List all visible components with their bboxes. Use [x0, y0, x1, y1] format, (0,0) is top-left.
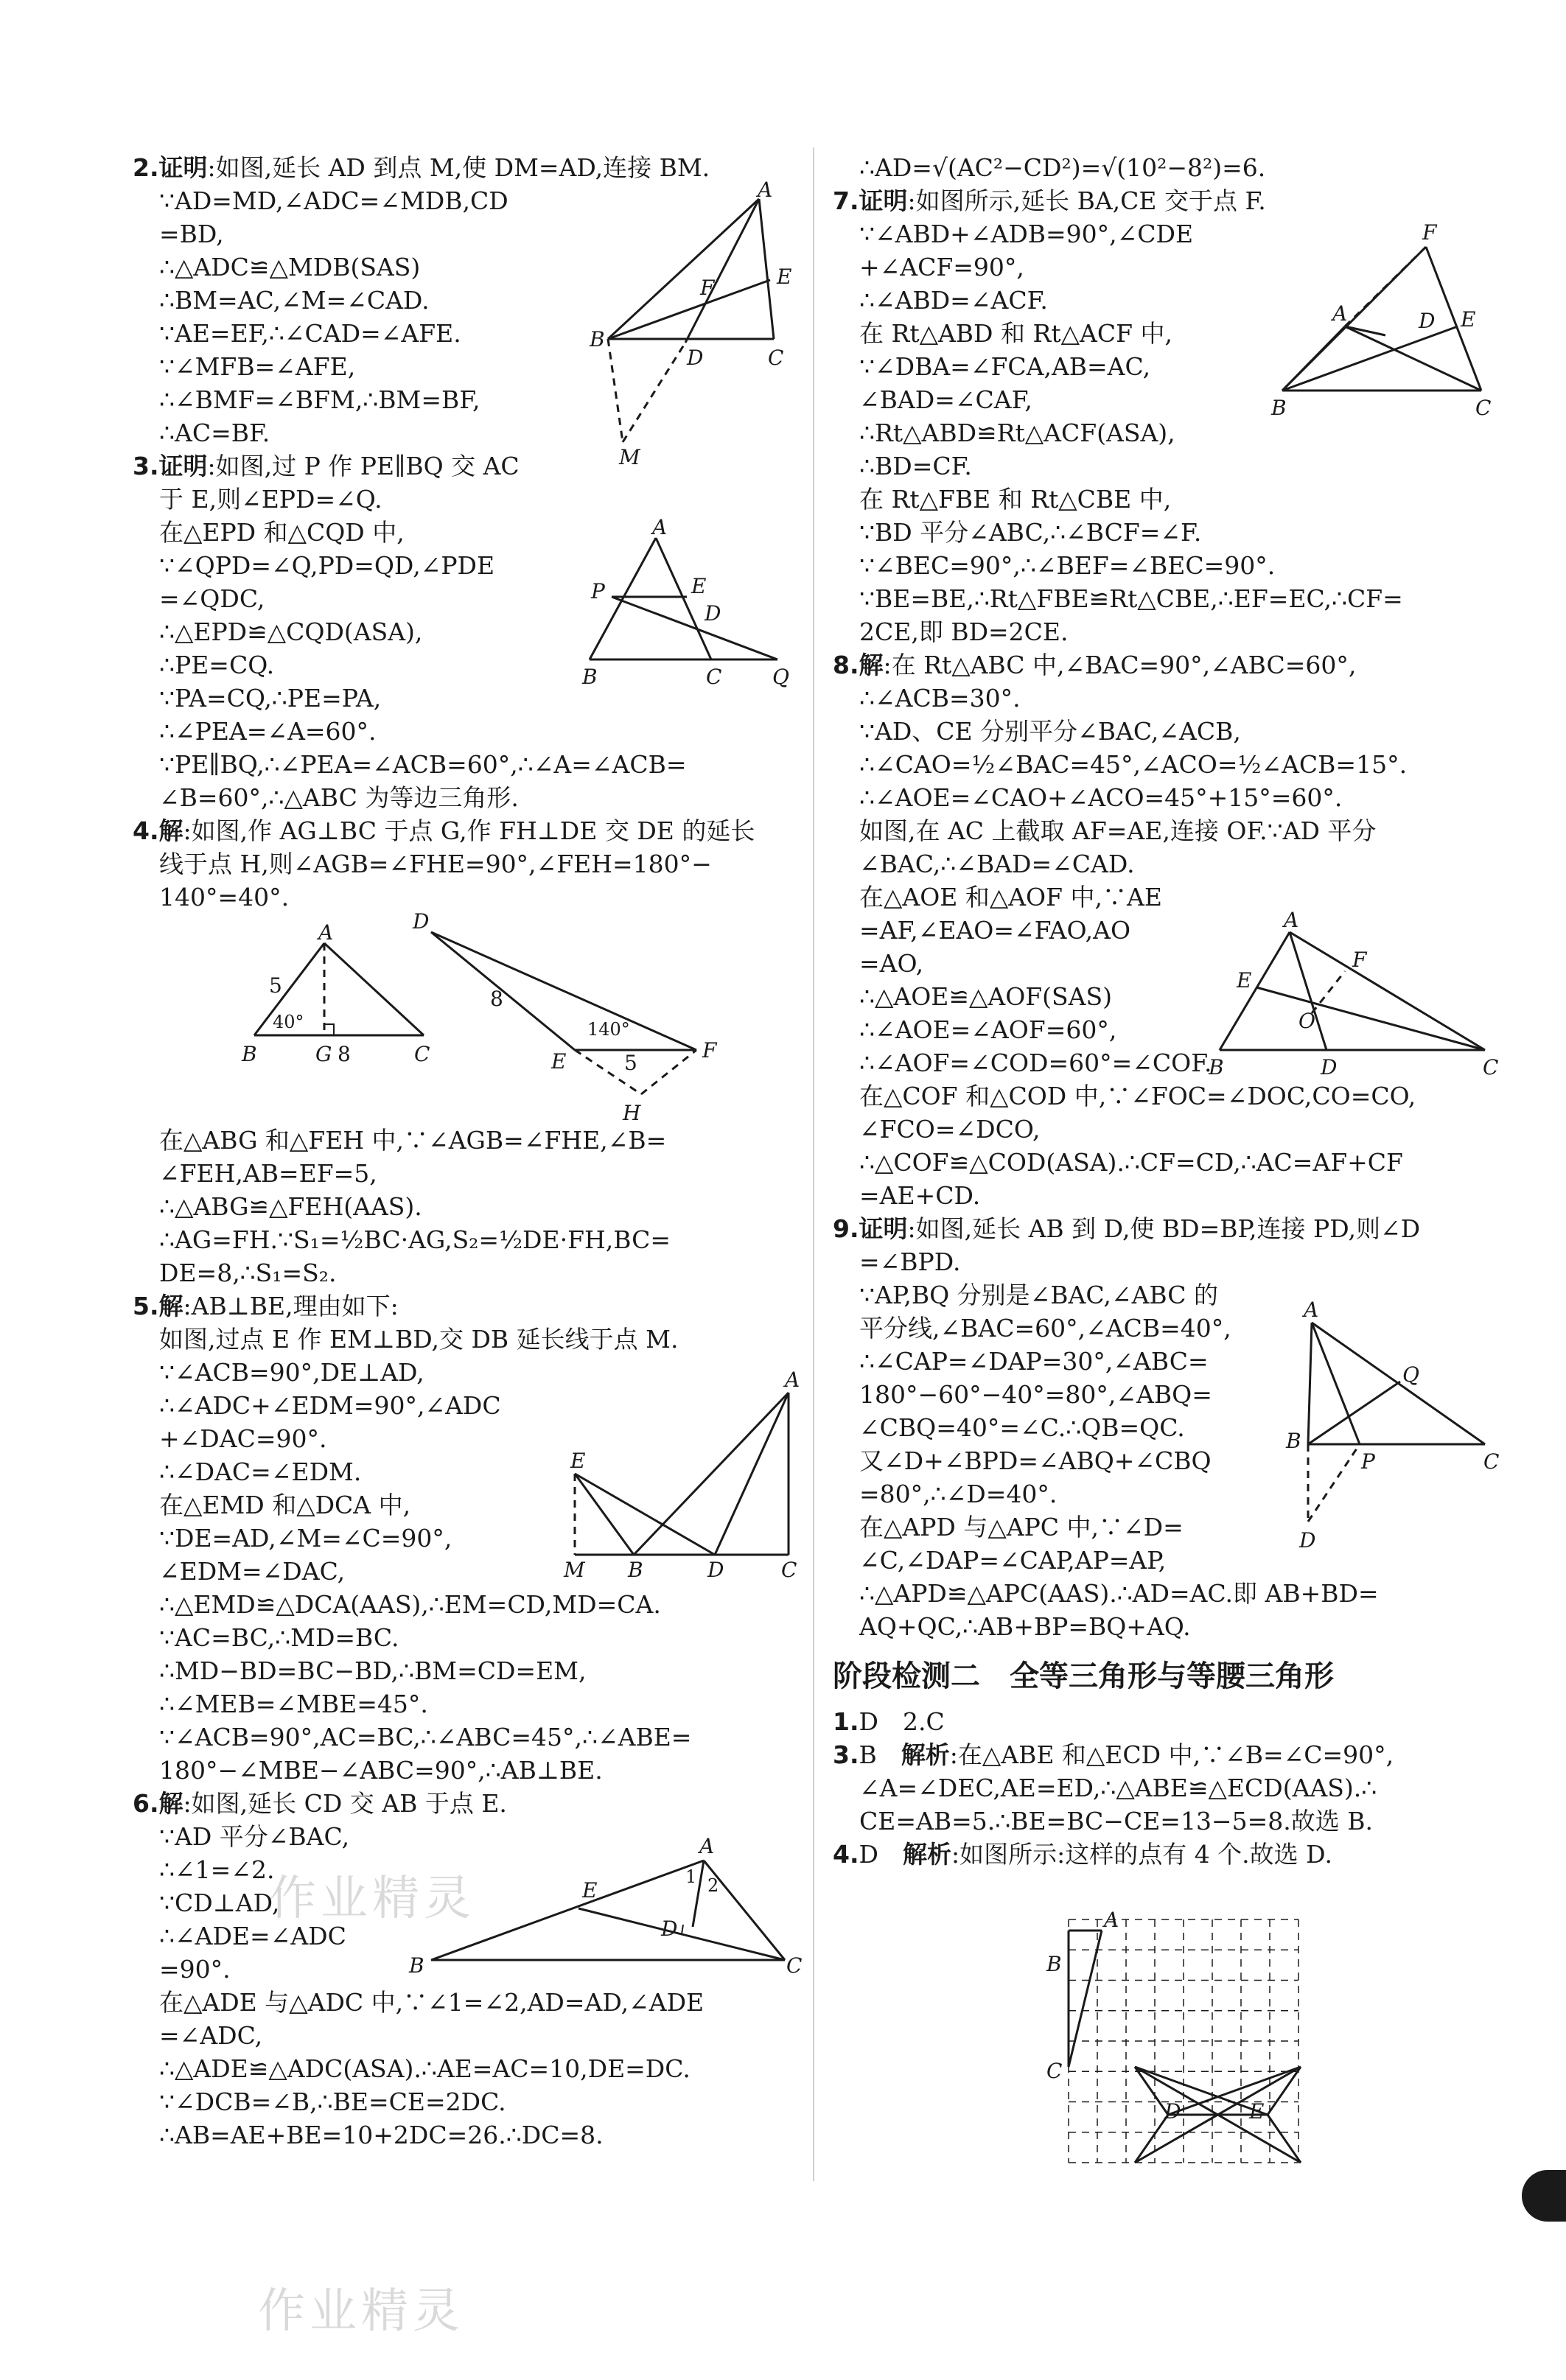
fig6-label: A	[699, 1834, 715, 1858]
figure-problem-7	[1268, 220, 1503, 420]
line-text: ∴AC=BF.	[159, 419, 270, 447]
solution-line	[133, 1687, 796, 1721]
fig4a-label: 40°	[273, 1012, 304, 1032]
line-text: :如图,作 AG⊥BC 于点 G,作 FH⊥DE 交 DE 的延长	[183, 816, 755, 845]
solution-line	[133, 2085, 796, 2118]
watermark: 作业精灵	[269, 1872, 475, 1926]
keyword: 解	[158, 1292, 183, 1320]
fig4b-label: H	[623, 1101, 641, 1125]
solution-line	[133, 847, 796, 881]
problem-heading	[833, 1705, 1481, 1738]
fig4b-label: F	[702, 1038, 717, 1063]
solution-line	[833, 682, 1481, 715]
fig5-label: E	[570, 1449, 586, 1473]
solution-line	[833, 1245, 1481, 1278]
line-text: ∵AD 平分∠BAC,	[159, 1822, 350, 1851]
line-text: +∠DAC=90°.	[159, 1424, 327, 1453]
solution-line	[833, 549, 1481, 582]
solution-line	[133, 2118, 796, 2152]
line-text: :AB⊥BE,理由如下:	[183, 1292, 399, 1320]
line-text: =AE+CD.	[859, 1181, 981, 1210]
line-text: ∵DE=AD,∠M=∠C=90°,	[159, 1524, 452, 1553]
line-text: =80°,∴∠D=40°.	[859, 1480, 1058, 1508]
line-text: 在△EPD 和△CQD 中,	[159, 518, 405, 547]
fig4b-label: 140°	[587, 1019, 630, 1040]
fig4b-label: D	[413, 909, 430, 934]
line-text: ∵∠ABD+∠ADB=90°,∠CDE	[859, 220, 1194, 248]
fig2-label: C	[768, 346, 784, 370]
line-text: :如图,过 P 作 PE∥BQ 交 AC	[207, 452, 520, 480]
line-text: D	[859, 1840, 903, 1869]
line-text: ∵AD=MD,∠ADC=∠MDB,CD	[159, 186, 508, 215]
fig2-label: E	[777, 265, 792, 289]
line-text: ∠EDM=∠DAC,	[159, 1557, 346, 1586]
line-text: 在△ABG 和△FEH 中,∵∠AGB=∠FHE,∠B=	[159, 1126, 667, 1155]
fig7-label: B	[1271, 396, 1287, 420]
line-text: 在△ADE 与△ADC 中,∵∠1=∠2,AD=AD,∠ADE	[159, 1988, 705, 2017]
line-text: ∴△ADE≌△ADC(ASA).∴AE=AC=10,DE=DC.	[159, 2054, 691, 2083]
line-text: ∴△EPD≌△CQD(ASA),	[159, 617, 423, 646]
solution-line	[833, 151, 1481, 184]
line-text: 180°−∠MBE−∠ABC=90°,∴AB⊥BE.	[159, 1756, 603, 1785]
solution-line	[133, 1190, 796, 1223]
solution-line	[833, 847, 1481, 881]
line-text: ∴△APD≌△APC(AAS).∴AD=AC.即 AB+BD=	[859, 1579, 1379, 1608]
fig6-label: C	[786, 1953, 803, 1978]
fig7-label: D	[1419, 309, 1436, 333]
fig9-label: D	[1299, 1528, 1316, 1553]
line-text: ∴△ABG≌△FEH(AAS).	[159, 1192, 422, 1221]
line-text: ∴∠ACB=30°.	[859, 684, 1021, 713]
keyword: 证明	[859, 1214, 908, 1243]
fig5-label: M	[564, 1558, 585, 1582]
problem-heading	[133, 151, 796, 184]
solution-line	[833, 1771, 1481, 1805]
line-text: ∵AD、CE 分别平分∠BAC,∠ACB,	[859, 717, 1241, 746]
figure-problem-3	[582, 515, 803, 689]
keyword: 解析	[902, 1840, 951, 1869]
solution-line	[833, 1179, 1481, 1212]
problem-number: 5.	[133, 1292, 159, 1320]
problem-number: 4.	[833, 1840, 859, 1869]
fig10-label: E	[1249, 2099, 1265, 2124]
solution-line	[833, 615, 1481, 648]
keyword: 证明	[859, 186, 908, 215]
solution-line	[833, 516, 1481, 549]
fig3-label: Q	[772, 665, 789, 689]
line-text: ∴△COF≌△COD(ASA).∴CF=CD,∴AC=AF+CF	[859, 1148, 1403, 1177]
solution-line	[833, 781, 1481, 814]
line-text: ∵AP,BQ 分别是∠BAC,∠ABC 的	[859, 1281, 1219, 1309]
figure-problem-8	[1209, 908, 1503, 1086]
line-text: ∴∠AOE=∠AOF=60°,	[859, 1015, 1117, 1044]
line-text: 如图,过点 E 作 EM⊥BD,交 DB 延长线于点 M.	[159, 1325, 679, 1354]
line-text: =AF,∠EAO=∠FAO,AO	[859, 916, 1131, 945]
fig5-label: A	[785, 1368, 800, 1392]
fig7-label: F	[1422, 220, 1437, 245]
fig5-label: D	[707, 1558, 724, 1582]
keyword: 解	[859, 651, 884, 679]
fig4b-label: 8	[490, 987, 503, 1011]
fig8-label: A	[1284, 908, 1299, 932]
line-text: ∠FCO=∠DCO,	[859, 1115, 1041, 1144]
fig3-label: A	[652, 515, 668, 539]
solution-line	[833, 1577, 1481, 1610]
line-text: ∠C,∠DAP=∠CAP,AP=AP,	[859, 1546, 1167, 1575]
line-text: DE=8,∴S₁=S₂.	[159, 1259, 337, 1287]
watermark: 作业精灵	[258, 2284, 464, 2339]
problem-heading	[133, 1787, 796, 1820]
keyword: 解	[158, 1789, 183, 1818]
line-text: ∴BM=AC,∠M=∠CAD.	[159, 286, 430, 315]
solution-line	[133, 881, 796, 914]
line-text: AQ+QC,∴AB+BP=BQ+AQ.	[859, 1612, 1191, 1641]
line-text: :如图所示,延长 BA,CE 交于点 F.	[907, 186, 1266, 215]
solution-line	[833, 1805, 1481, 1838]
problem-number: 3.	[133, 452, 159, 480]
line-text: B	[859, 1740, 901, 1769]
solution-line	[833, 449, 1481, 483]
line-text: ∴∠BMF=∠BFM,∴BM=BF,	[159, 385, 480, 414]
solution-line	[133, 1754, 796, 1787]
line-text: :如图,延长 AB 到 D,使 BD=BP,连接 PD,则∠D	[907, 1214, 1421, 1243]
line-text: ∵BD 平分∠ABC,∴∠BCF=∠F.	[859, 518, 1202, 547]
line-text: =BD,	[159, 220, 224, 248]
line-text: ∠B=60°,∴△ABC 为等边三角形.	[159, 783, 519, 812]
line-text: 2CE,即 BD=2CE.	[859, 617, 1069, 646]
line-text: ∴△ADC≌△MDB(SAS)	[159, 253, 421, 281]
fig3-label: E	[691, 574, 707, 598]
solution-line	[133, 715, 796, 748]
figure-problem-9	[1279, 1298, 1507, 1561]
fig5-label: B	[628, 1558, 643, 1582]
line-text: ∵∠ACB=90°,AC=BC,∴∠ABC=45°,∴∠ABE=	[159, 1723, 692, 1751]
line-text: +∠ACF=90°,	[859, 253, 1024, 281]
problem-number: 8.	[833, 651, 859, 679]
fig2-label: D	[687, 346, 704, 370]
line-text: ∠A=∠DEC,AE=ED,∴△ABE≌△ECD(AAS).∴	[859, 1774, 1377, 1802]
line-text: 在 Rt△ABD 和 Rt△ACF 中,	[859, 319, 1172, 348]
line-text: 又∠D+∠BPD=∠ABQ+∠CBQ	[859, 1446, 1212, 1475]
line-text: ∴△AOE≌△AOF(SAS)	[859, 982, 1112, 1011]
figure-problem-4b	[402, 909, 726, 1130]
line-text: ∴∠ADC+∠EDM=90°,∠ADC	[159, 1391, 501, 1420]
line-text: =∠QDC,	[159, 584, 265, 613]
fig4a-label: G	[315, 1042, 332, 1066]
line-text: ∵PA=CQ,∴PE=PA,	[159, 684, 382, 713]
solution-line	[833, 582, 1481, 615]
fig8-label: D	[1321, 1055, 1338, 1079]
line-text: ∴∠MEB=∠MBE=45°.	[159, 1690, 428, 1718]
figure-problem-4-grid	[1039, 1908, 1319, 2173]
fig9-label: Q	[1402, 1362, 1419, 1387]
line-text: :如图,延长 CD 交 AB 于点 E.	[183, 1789, 507, 1818]
fig10-label: D	[1164, 2099, 1181, 2124]
solution-line	[133, 1986, 796, 2019]
problem-heading	[133, 814, 796, 847]
problem-number: 1.	[833, 1707, 859, 1736]
line-text: ∠BAC,∴∠BAD=∠CAD.	[859, 850, 1135, 878]
line-text: 140°=40°.	[159, 883, 290, 911]
fig4b-label: E	[551, 1049, 567, 1074]
fig9-label: A	[1304, 1298, 1319, 1322]
fig5-label: C	[781, 1558, 797, 1582]
solution-line	[833, 715, 1481, 748]
problem-number: 7.	[833, 186, 859, 215]
fig2-label: B	[590, 327, 605, 351]
solution-line	[133, 1721, 796, 1754]
problem-heading	[833, 1212, 1481, 1245]
fig4a-label: B	[242, 1042, 257, 1066]
line-text: D 2.C	[859, 1707, 945, 1736]
solution-line	[133, 748, 796, 781]
line-text: ∴∠ABD=∠ACF.	[859, 286, 1048, 315]
problem-number: 6.	[133, 1789, 159, 1818]
figure-problem-5	[560, 1368, 803, 1587]
line-text: 在△AOE 和△AOF 中,∵AE	[859, 883, 1162, 911]
solution-line	[133, 1654, 796, 1687]
solution-line	[133, 1157, 796, 1190]
fig6-label: 1	[685, 1866, 697, 1887]
line-text: :如图,延长 AD 到点 M,使 DM=AD,连接 BM.	[207, 153, 710, 182]
fig6-label: B	[409, 1953, 424, 1978]
line-text: ∴AB=AE+BE=10+2DC=26.∴DC=8.	[159, 2121, 604, 2149]
problem-heading	[133, 1289, 796, 1323]
line-text: ∴PE=CQ.	[159, 651, 275, 679]
solution-line	[833, 1610, 1481, 1643]
line-text: 在△APD 与△APC 中,∵∠D=	[859, 1513, 1184, 1541]
line-text: :如图所示:这样的点有 4 个.故选 D.	[951, 1840, 1332, 1869]
solution-line	[833, 483, 1481, 516]
fig4a-label: A	[318, 920, 334, 945]
fig10-label: C	[1046, 2059, 1063, 2083]
line-text: ∴MD−BD=BC−BD,∴BM=CD=EM,	[159, 1656, 587, 1685]
line-text: ∴AG=FH.∵S₁=½BC·AG,S₂=½DE·FH,BC=	[159, 1225, 671, 1254]
keyword: 证明	[158, 452, 208, 480]
fig10-label: A	[1104, 1908, 1119, 1932]
fig7-label: C	[1475, 396, 1492, 420]
fig8-label: B	[1209, 1055, 1224, 1079]
line-text: 如图,在 AC 上截取 AF=AE,连接 OF.∵AD 平分	[859, 816, 1377, 845]
solution-line	[133, 1323, 796, 1356]
line-text: ∵AE=EF,∴∠CAD=∠AFE.	[159, 319, 461, 348]
line-text: ∴∠AOF=∠COD=60°=∠COF.	[859, 1049, 1212, 1077]
keyword: 解	[158, 816, 183, 845]
problem-heading	[833, 648, 1481, 682]
fig8-label: F	[1352, 948, 1367, 972]
solution-line	[133, 1256, 796, 1289]
line-text: ∵∠BEC=90°,∴∠BEF=∠BEC=90°.	[859, 551, 1276, 580]
problem-number: 9.	[833, 1214, 859, 1243]
problem-heading	[833, 184, 1481, 217]
fig8-label: C	[1483, 1055, 1499, 1079]
fig3-label: C	[706, 665, 722, 689]
line-text: ∵∠QPD=∠Q,PD=QD,∠PDE	[159, 551, 495, 580]
problem-number: 2.	[133, 153, 159, 182]
fig9-label: P	[1361, 1449, 1375, 1474]
line-text: 在△COF 和△COD 中,∵∠FOC=∠DOC,CO=CO,	[859, 1082, 1416, 1110]
solution-line	[133, 781, 796, 814]
line-text: ∠CBQ=40°=∠C.∴QB=QC.	[859, 1413, 1185, 1442]
line-text: ∠BAD=∠CAF,	[859, 385, 1032, 414]
solution-line	[833, 1146, 1481, 1179]
line-text: ∴∠DAC=∠EDM.	[159, 1457, 362, 1486]
line-text: ∠FEH,AB=EF=5,	[159, 1159, 377, 1188]
line-text: ∵∠MFB=∠AFE,	[159, 352, 356, 381]
fig6-label: E	[582, 1878, 598, 1903]
line-text: ∴∠1=∠2.	[159, 1855, 275, 1884]
line-text: ∴BD=CF.	[859, 452, 972, 480]
line-text: ∵∠DCB=∠B,∴BE=CE=2DC.	[159, 2087, 506, 2116]
solution-line	[133, 483, 796, 516]
line-text: ∵CD⊥AD,	[159, 1889, 280, 1917]
line-text: 于 E,则∠EPD=∠Q.	[159, 485, 382, 514]
line-text: CE=AB=5.∴BE=BC−CE=13−5=8.故选 B.	[859, 1807, 1373, 1835]
figure-problem-2	[590, 178, 803, 469]
line-text: =∠BPD.	[859, 1247, 961, 1276]
keyword: 证明	[158, 153, 208, 182]
solution-line	[833, 1113, 1481, 1146]
fig6-label: D	[661, 1917, 678, 1941]
solution-line	[833, 814, 1481, 847]
line-text: ∴∠ADE=∠ADC	[159, 1922, 346, 1950]
line-text: =90°.	[159, 1955, 231, 1984]
line-text: ∵BE=BE,∴Rt△FBE≌Rt△CBE,∴EF=EC,∴CF=	[859, 584, 1403, 613]
line-text: ∴∠CAP=∠DAP=30°,∠ABC=	[859, 1347, 1209, 1376]
solution-line	[833, 748, 1481, 781]
line-text: ∵AC=BC,∴MD=BC.	[159, 1623, 399, 1652]
fig7-label: E	[1461, 307, 1476, 332]
fig7-label: A	[1332, 301, 1348, 326]
page-tab	[1522, 2170, 1566, 2222]
line-text: ∵∠ACB=90°,DE⊥AD,	[159, 1358, 424, 1387]
line-text: 在 Rt△FBE 和 Rt△CBE 中,	[859, 485, 1172, 514]
line-text: 180°−60°−40°=80°,∠ABQ=	[859, 1380, 1212, 1409]
solution-line	[133, 1223, 796, 1256]
fig3-label: D	[705, 601, 721, 626]
problem-heading	[833, 1838, 1481, 1871]
line-text: ∵PE∥BQ,∴∠PEA=∠ACB=60°,∴∠A=∠ACB=	[159, 750, 687, 779]
line-text: :在 Rt△ABC 中,∠BAC=90°,∠ABC=60°,	[883, 651, 1357, 679]
line-text: 在△EMD 和△DCA 中,	[159, 1491, 411, 1519]
fig8-label: E	[1237, 968, 1252, 993]
fig3-label: P	[591, 579, 605, 603]
fig9-label: B	[1286, 1429, 1301, 1453]
solution-line	[833, 881, 1481, 914]
solution-line	[133, 1621, 796, 1654]
fig2-label: A	[758, 178, 773, 202]
problem-number: 3.	[833, 1740, 859, 1769]
fig4a-label: C	[414, 1042, 430, 1066]
solution-line	[133, 2019, 796, 2052]
fig9-label: C	[1483, 1449, 1500, 1474]
fig2-label: F	[700, 276, 715, 300]
fig10-label: B	[1046, 1952, 1062, 1976]
line-text: ∴△EMD≌△DCA(AAS),∴EM=CD,MD=CA.	[159, 1590, 661, 1619]
section-title: 阶段检测二 全等三角形与等腰三角形	[833, 1659, 1334, 1693]
problem-number: 4.	[133, 816, 159, 845]
column-divider	[813, 147, 814, 2181]
line-text: ∴Rt△ABD≌Rt△ACF(ASA),	[859, 419, 1175, 447]
line-text: ∴∠CAO=½∠BAC=45°,∠ACO=½∠ACB=15°.	[859, 750, 1408, 779]
solution-line	[833, 1278, 1481, 1312]
problem-heading	[833, 1738, 1481, 1771]
fig4b-label: 5	[624, 1051, 637, 1075]
line-text: ∵∠DBA=∠FCA,AB=AC,	[859, 352, 1151, 381]
line-text: =∠ADC,	[159, 2021, 263, 2050]
solution-line	[133, 2052, 796, 2085]
line-text: ∴AD=√(AC²−CD²)=√(10²−8²)=6.	[859, 153, 1266, 182]
fig2-label: M	[619, 445, 640, 469]
fig6-label: 2	[707, 1875, 719, 1896]
line-text: =AO,	[859, 949, 924, 978]
line-text: 平分线,∠BAC=60°,∠ACB=40°,	[859, 1314, 1231, 1343]
fig3-label: B	[582, 665, 598, 689]
fig8-label: O	[1298, 1009, 1315, 1033]
solution-line	[833, 416, 1481, 449]
fig4a-label: 8	[338, 1042, 351, 1066]
line-text: 线于点 H,则∠AGB=∠FHE=90°,∠FEH=180°−	[159, 850, 712, 878]
line-text: ∴∠PEA=∠A=60°.	[159, 717, 377, 746]
keyword: 解析	[901, 1740, 950, 1769]
solution-line	[133, 1588, 796, 1621]
fig4a-label: 5	[269, 973, 282, 998]
line-text: :在△ABE 和△ECD 中,∵∠B=∠C=90°,	[949, 1740, 1394, 1769]
line-text: ∴∠AOE=∠CAO+∠ACO=45°+15°=60°.	[859, 783, 1343, 812]
